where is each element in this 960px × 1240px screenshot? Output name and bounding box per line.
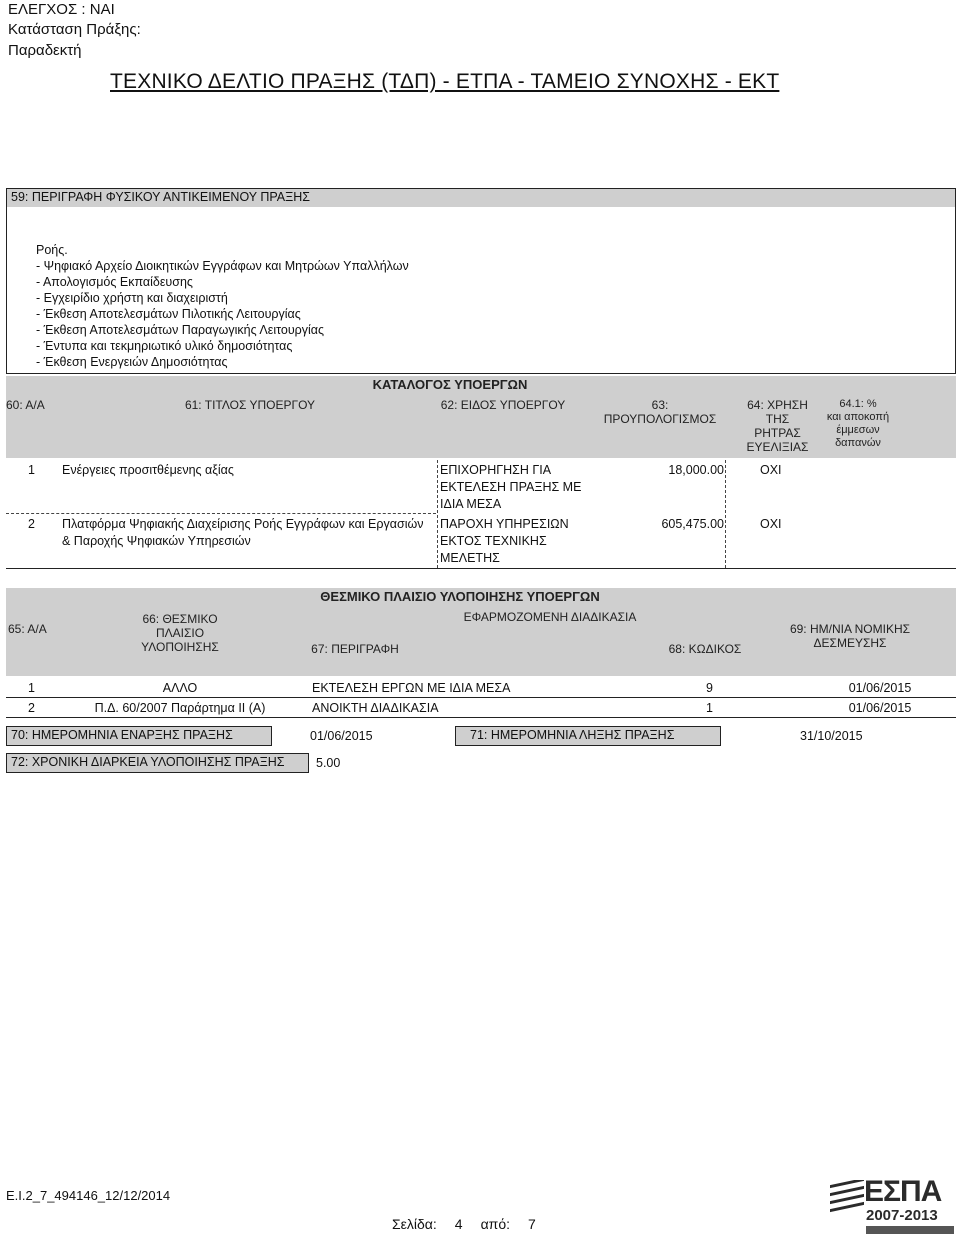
col-title-header: 61: ΤΙΤΛΟΣ ΥΠΟΕΡΓΟΥ (184, 398, 316, 412)
framework-row-2-desc: ΑΝΟΙΚΤΗ ΔΙΑΔΙΚΑΣΙΑ (312, 701, 439, 715)
project-type-line: ΕΚΤΟΣ ΤΕΧΝΙΚΗΣ (440, 534, 547, 548)
col-66-header-line: ΥΛΟΠΟΙΗΣΗΣ (141, 640, 219, 654)
col-pct-header-line: και αποκοπή (826, 411, 890, 423)
col-66-header-line: ΠΛΑΙΣΙΟ (155, 626, 205, 640)
project-row-2-title (62, 516, 423, 550)
page-label: Σελίδα: (392, 1216, 437, 1232)
framework-row-1-code: 9 (706, 681, 713, 695)
description-line: Ροής. (36, 243, 68, 257)
check-label: ΕΛΕΓΧΟΣ : ΝΑΙ (8, 1, 115, 18)
project-row-1-budget: 18,000.00 (668, 463, 724, 477)
project-row-2-budget: 605,475.00 (661, 517, 724, 531)
page-total: 7 (528, 1216, 536, 1232)
col-66-header (110, 612, 250, 654)
status-label: Κατάσταση Πράξης: (8, 21, 141, 38)
col-pct-header-line: έμμεσων (836, 424, 880, 436)
col-pct-header-line: δαπανών (835, 437, 881, 449)
framework-row-2-code: 1 (706, 701, 713, 715)
description-line: - Απολογισμός Εκπαίδευσης (36, 275, 193, 289)
col-67-header: 67: ΠΕΡΙΓΡΑΦΗ (311, 642, 399, 656)
projects-heading: ΚΑΤΑΛΟΓΟΣ ΥΠΟΕΡΓΩΝ (372, 377, 528, 392)
col-aa-header: 60: Α/Α (6, 398, 45, 412)
of-label: από: (480, 1216, 511, 1232)
page-counter (392, 1216, 550, 1232)
logo-band (866, 1226, 954, 1234)
logo-text: ΕΣΠΑ (864, 1175, 942, 1208)
col-clause-header-line: 64: ΧΡΗΣΗ ΤΗΣ (747, 398, 808, 426)
section-59-heading: 59: ΠΕΡΙΓΡΑΦΗ ΦΥΣΙΚΟΥ ΑΝΤΙΚΕΙΜΕΝΟΥ ΠΡΑΞΗΣ (7, 189, 955, 207)
description-line: - Έκθεση Αποτελεσμάτων Παραγωγικής Λειτουργίας (36, 323, 325, 337)
framework-row-2-aa: 2 (28, 701, 35, 715)
start-date-label: 70: ΗΜΕΡΟΜΗΝΙΑ ΕΝΑΡΞΗΣ ΠΡΑΞΗΣ (6, 726, 272, 746)
description-line: - Έκθεση Αποτελεσμάτων Πιλοτικής Λειτουργίας (36, 307, 301, 321)
logo-years: 2007-2013 (866, 1207, 938, 1224)
duration-label: 72: ΧΡΟΝΙΚΗ ΔΙΑΡΚΕΙΑ ΥΛΟΠΟΙΗΣΗΣ ΠΡΑΞΗΣ (6, 753, 309, 773)
col-pct-header (818, 398, 898, 450)
section-59-description (36, 242, 409, 370)
col-clause-header-line: ΕΥΕΛΙΞΙΑΣ (746, 440, 809, 454)
document-code: E.I.2_7_494146_12/12/2014 (6, 1188, 171, 1203)
project-title-line: & Παροχής Ψηφιακών Υπηρεσιών (62, 534, 251, 548)
project-type-line: ΜΕΛΕΤΗΣ (440, 551, 500, 565)
project-row-1-clause: ΟΧΙ (760, 463, 782, 477)
project-row-1-type (440, 462, 581, 513)
framework-row-1-frame: ΑΛΛΟ (162, 681, 198, 695)
project-row-2-type (440, 516, 569, 567)
status-value: Παραδεκτή (8, 42, 82, 59)
project-type-line: ΙΔΙΑ ΜΕΣΑ (440, 497, 502, 511)
framework-row-1-date: 01/06/2015 (848, 681, 912, 695)
description-line: - Εγχειρίδιο χρήστη και διαχειριστή (36, 291, 228, 305)
project-type-line: ΕΚΤΕΛΕΣΗ ΠΡΑΞΗΣ ΜΕ (440, 480, 582, 494)
framework-row-1-aa: 1 (28, 681, 35, 695)
project-row-1-title: Ενέργειες προσιτθέμενης αξίας (62, 463, 234, 477)
project-row-2-clause: ΟΧΙ (760, 517, 782, 531)
description-line: - Έντυπα και τεκμηριωτικό υλικό δημοσιότητας (36, 339, 293, 353)
col-69-header-line: ΔΕΣΜΕΥΣΗΣ (813, 636, 887, 650)
framework-heading: ΘΕΣΜΙΚΟ ΠΛΑΙΣΙΟ ΥΛΟΠΟΙΗΣΗΣ ΥΠΟΕΡΓΩΝ (320, 589, 600, 604)
col-budget-header-line: 63: (651, 398, 669, 412)
end-date-label: 71: ΗΜΕΡΟΜΗΝΙΑ ΛΗΞΗΣ ΠΡΑΞΗΣ (455, 726, 721, 746)
framework-row-1-desc: ΕΚΤΕΛΕΣΗ ΕΡΓΩΝ ΜΕ ΙΔΙΑ ΜΕΣΑ (312, 681, 511, 695)
col-clause-header-line: ΡΗΤΡΑΣ (754, 426, 801, 440)
col-clause-header (735, 398, 820, 454)
framework-row-2-frame: Π.Δ. 60/2007 Παράρτημα II (Α) (94, 701, 266, 715)
framework-row-2-date: 01/06/2015 (848, 701, 912, 715)
logo-stripes-icon (826, 1180, 866, 1220)
col-68-header: 68: ΚΩΔΙΚΟΣ (668, 642, 742, 656)
col-pct-header-line: 64.1: % (839, 398, 877, 410)
duration-value: 5.00 (316, 756, 341, 770)
end-date-value: 31/10/2015 (800, 729, 863, 743)
espa-logo (826, 1176, 954, 1236)
framework-subheading: ΕΦΑΡΜΟΖΟΜΕΝΗ ΔΙΑΔΙΚΑΣΙΑ (463, 610, 637, 624)
page-number: 4 (454, 1216, 463, 1232)
description-line: - Έκθεση Ενεργειών Δημοσιότητας (36, 355, 228, 369)
col-65-header: 65: Α/Α (8, 622, 47, 636)
col-type-header: 62: ΕΙΔΟΣ ΥΠΟΕΡΓΟΥ (440, 398, 566, 412)
start-date-value: 01/06/2015 (310, 729, 373, 743)
col-66-header-line: 66: ΘΕΣΜΙΚΟ (142, 612, 218, 626)
project-title-line: Πλατφόρμα Ψηφιακής Διαχείρισης Ροής Εγγράφων και Εργασιών (62, 517, 424, 531)
col-budget-header (585, 398, 735, 426)
description-line: - Ψηφιακό Αρχείο Διοικητικών Εγγράφων και Μητρώων Υπαλλήλων (36, 259, 409, 273)
project-type-line: ΠΑΡΟΧΗ ΥΠΗΡΕΣΙΩΝ (440, 517, 569, 531)
project-row-2-aa: 2 (28, 517, 35, 531)
document-title: ΤΕΧΝΙΚΟ ΔΕΛΤΙΟ ΠΡΑΞΗΣ (ΤΔΠ) - ΕΤΠΑ - ΤΑΜΕΙΟ ΣΥΝΟΧΗΣ - ΕΚΤ (110, 70, 780, 93)
col-69-header-line: 69: ΗΜ/ΝΙΑ ΝΟΜΙΚΗΣ (789, 622, 911, 636)
project-row-1-aa: 1 (28, 463, 35, 477)
project-type-line: ΕΠΙΧΟΡΗΓΗΣΗ ΓΙΑ (440, 463, 552, 477)
col-69-header (780, 622, 920, 650)
col-budget-header-line: ΠΡΟΥΠΟΛΟΓΙΣΜΟΣ (603, 412, 717, 426)
